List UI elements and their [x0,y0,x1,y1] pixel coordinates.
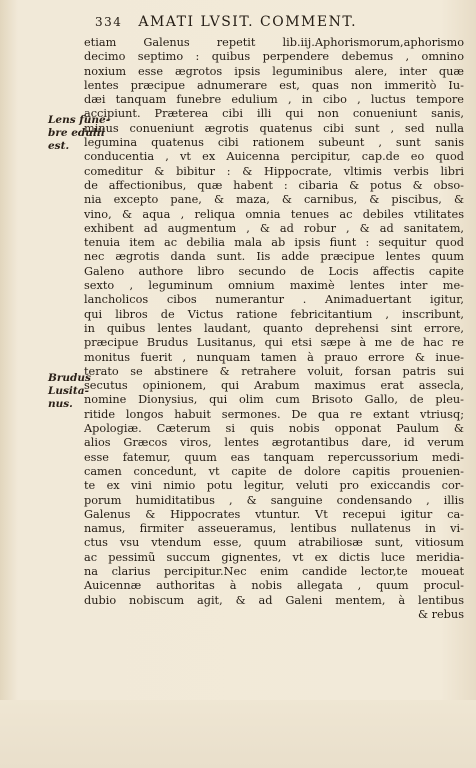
text-line: dubio nobiscum agit, & ad Galeni mentem, à lentibus [84,593,464,607]
text-line: decimo septimo : quibus perpendere debemus , omnino [84,50,464,64]
text-line: Apologiæ. Cæterum si quis nobis opponat Paulum & [84,422,464,436]
text-line: dæi tanquam funebre edulium , in cibo , luctus tempore [84,93,464,107]
text-line: alios Græcos viros, lentes ægrotantibus dare, id verum [84,436,464,450]
text-line: namus, firmiter asseueramus, lentibus nullatenus in vi- [84,522,464,536]
marginal-note-lens [48,114,111,153]
text-line: nomine Dionysius, qui olim cum Brisoto Gallo, de pleu- [84,393,464,407]
text-line: lentes præcipue adnumerare est, quas non immeritò Iu- [84,78,464,92]
text-line: Auicennæ authoritas à nobis allegata , quum procul- [84,579,464,593]
text-line: te ex vini nimio potu legitur, veluti pro exiccandis cor- [84,479,464,493]
text-line: ritide longos habuit sermones. De qua re extant vtriusq; [84,407,464,421]
text-line: præcipue Brudus Lusitanus, qui etsi sæpe à me de hac re [84,336,464,350]
text-line: comeditur & bibitur : & Hippocrate, vltimis verbis libri [84,164,464,178]
text-line: lancholicos cibos numerantur . Animaduertant igitur, [84,293,464,307]
marginal-line: nus. [48,398,73,410]
running-header [95,14,467,30]
text-line: conducentia , vt ex Auicenna percipitur, cap.de eo quod [84,150,464,164]
main-text-column [84,36,464,622]
text-line: & rebus [417,607,464,621]
text-line: tenuia item ac debilia mala ab ipsis fiunt : sequitur quod [84,236,464,250]
text-line: na clarius percipitur.Nec enim candide lector,te moueat [84,564,464,578]
text-line: Galeno authore libro secundo de Locis affectis capite [84,264,464,278]
text-line: terato se abstinere & retrahere voluit, forsan patris sui [84,364,464,378]
text-line: nia excepto pane, & maza, & carnibus, & piscibus, & [84,193,464,207]
marginal-note-brudus [48,372,91,411]
text-line: Galenus & Hippocrates vtuntur. Vt recepui igitur ca- [84,507,464,521]
marginal-line: est. [48,140,70,152]
running-title: AMATI LVSIT. COMMENT. [138,14,358,30]
marginal-line: Lusita- [48,385,89,397]
text-line: secutus opinionem, qui Arabum maximus erat assecla, [84,379,464,393]
marginal-line: Brudus [48,372,91,384]
text-line: etiam Galenus repetit lib.iij.Aphorismorum,aphorismo [84,36,464,49]
text-line: in quibus lentes laudant, quanto deprehensi sint errore, [84,321,464,335]
text-line: monitus fuerit , nunquam tamen à prauo errore & inue- [84,350,464,364]
text-line: qui libros de Victus ratione febricitantium , inscribunt, [84,307,464,321]
text-line: accipiunt. Præterea cibi illi qui non conueniunt sanis, [84,107,464,121]
page-bottom-margin [0,700,476,768]
text-line: sexto , leguminum omnium maximè lentes inter me- [84,279,464,293]
marginal-line: bre edulii [48,127,105,139]
text-line: minus conueniunt ægrotis quatenus cibi sunt , sed nulla [84,121,464,135]
text-line: camen concedunt, vt capite de dolore capitis prouenien- [84,464,464,478]
text-line: ac pessimũ succum gignentes, vt ex dictis luce meridia- [84,550,464,564]
text-line: legumina quatenus cibi rationem subeunt , sunt sanis [84,136,464,150]
text-line: exhibent ad augmentum , & ad robur , & ad sanitatem, [84,221,464,235]
page-number: 334 [95,15,123,29]
text-line: porum humiditatibus , & sanguine condensando , illis [84,493,464,507]
marginal-line: Lens fune- [48,114,111,126]
text-line: ctus vsu vtendum esse, quum atrabiliosæ sunt, vitiosum [84,536,464,550]
text-line: esse fatemur, quum eas tanquam repercussorium medi- [84,450,464,464]
text-line: vino, & aqua , reliqua omnia tenues ac debiles vtilitates [84,207,464,221]
text-line: nec ægrotis danda sunt. Iis adde præcipue lentes quum [84,250,464,264]
text-line: de affectionibus, quæ habent : cibaria & potus & obso- [84,178,464,192]
text-line: noxium esse ægrotos ipsis leguminibus alere, inter quæ [84,64,464,78]
